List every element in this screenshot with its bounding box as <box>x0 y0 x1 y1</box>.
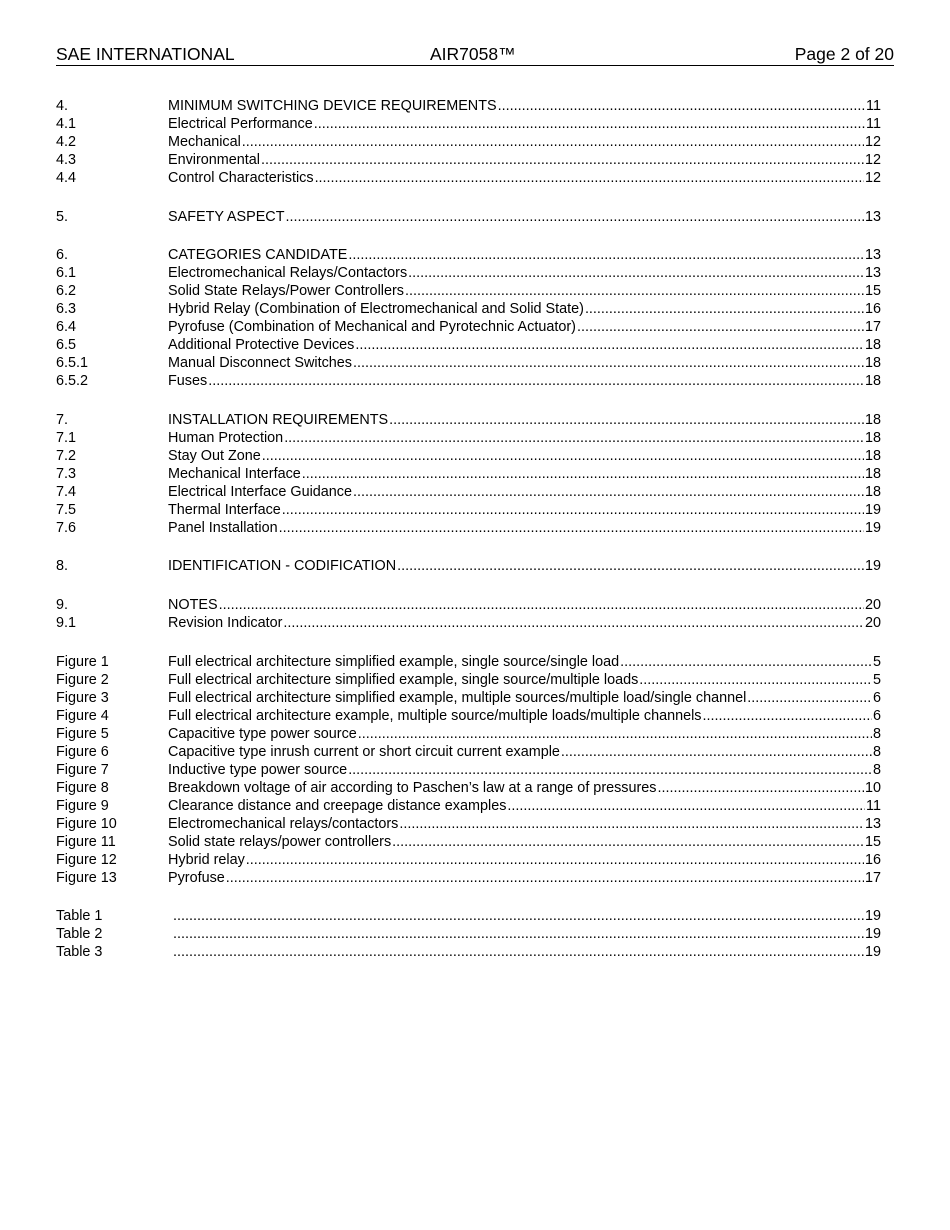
toc-entry[interactable] <box>56 354 881 372</box>
toc-entry-page: 6 <box>872 689 881 706</box>
toc-entry-number: 7.4 <box>56 483 77 500</box>
toc-entry-number: Figure 3 <box>56 689 109 706</box>
toc-entry[interactable] <box>56 907 881 925</box>
toc-entry-leader-line <box>168 246 881 264</box>
toc-entry-number: 4.4 <box>56 170 77 186</box>
toc-dot-leader <box>348 246 864 264</box>
toc-entry-number: Figure 7 <box>56 761 109 778</box>
toc-entry-title: Mechanical <box>168 134 241 150</box>
toc-entry-leader-line <box>172 943 881 961</box>
toc-entry-leader-line <box>168 411 881 429</box>
toc-entry-page: 15 <box>864 833 881 850</box>
toc-entry-title: Mechanical Interface <box>168 465 301 482</box>
toc-dot-leader <box>355 336 864 354</box>
toc-entry-leader-line <box>168 115 881 133</box>
toc-entry-number: 7.1 <box>56 429 77 446</box>
toc-entry-number: 7.2 <box>56 447 77 464</box>
toc-entry-page: 18 <box>864 337 881 354</box>
toc-entry-page: 16 <box>864 851 881 868</box>
toc-entry-title: Solid State Relays/Power Controllers <box>168 283 404 300</box>
toc-entry-page: 6 <box>872 707 881 724</box>
toc-entry-number: 4.3 <box>56 152 77 168</box>
toc-entry-number: 6.4 <box>56 319 77 336</box>
toc-entry-title: Full electrical architecture simplified example, single source/multiple loads <box>168 671 639 688</box>
toc-entry-number: Figure 6 <box>56 743 109 760</box>
toc-entry[interactable] <box>56 97 881 115</box>
toc-entry-page: 19 <box>864 519 881 536</box>
toc-entry-leader-line <box>168 483 881 501</box>
toc-dot-leader <box>226 869 864 887</box>
toc-entry-number: Figure 8 <box>56 779 109 796</box>
toc-entry[interactable] <box>56 797 881 815</box>
toc-entry-number: 6.5.2 <box>56 373 89 390</box>
toc-entry-number: Figure 5 <box>56 725 109 742</box>
toc-entry-title: Full electrical architecture example, multiple source/multiple loads/multiple channels <box>168 707 702 724</box>
toc-entry[interactable] <box>56 943 881 961</box>
toc-entry-page: 5 <box>872 671 881 688</box>
toc-dot-leader <box>507 797 865 815</box>
toc-dot-leader <box>283 614 864 632</box>
toc-entry-number: 5. <box>56 208 69 225</box>
toc-entry-number: 7.6 <box>56 519 77 536</box>
toc-entry-number: Figure 1 <box>56 653 109 670</box>
toc-entry[interactable] <box>56 318 881 336</box>
toc-dot-leader <box>315 169 864 187</box>
toc-entry-number: 9. <box>56 596 69 613</box>
page-header <box>56 44 894 66</box>
toc-entry-number: 6.1 <box>56 265 77 282</box>
toc-dot-leader <box>353 354 864 372</box>
toc-entry-page: 10 <box>864 779 881 796</box>
toc-entry-leader-line <box>172 907 881 925</box>
table-of-contents <box>56 97 881 961</box>
toc-entry-number: Figure 12 <box>56 851 117 868</box>
toc-dot-leader <box>399 815 864 833</box>
toc-entry-title: MINIMUM SWITCHING DEVICE REQUIREMENTS <box>168 98 497 114</box>
toc-entry-title: Capacitive type inrush current or short circuit current example <box>168 743 560 760</box>
toc-entry-page: 15 <box>864 283 881 300</box>
toc-entry-leader-line <box>168 797 881 815</box>
header-doc-id: AIR7058™ <box>430 44 516 64</box>
toc-entry-leader-line <box>168 372 881 390</box>
toc-entry[interactable] <box>56 264 881 282</box>
toc-entry-number: Figure 11 <box>56 833 116 850</box>
toc-entry-page: 18 <box>864 465 881 482</box>
toc-entry[interactable] <box>56 429 881 447</box>
toc-entry[interactable] <box>56 925 881 943</box>
toc-entry-title: Electromechanical relays/contactors <box>168 815 399 832</box>
toc-entry-leader-line <box>168 447 881 465</box>
toc-entry-title: Clearance distance and creepage distance examples <box>168 797 507 814</box>
toc-entry-number: 6.5 <box>56 337 77 354</box>
toc-entry[interactable] <box>56 815 881 833</box>
toc-entry-leader-line <box>168 336 881 354</box>
toc-dot-leader <box>658 779 864 797</box>
toc-dot-leader <box>242 133 864 151</box>
toc-entry[interactable] <box>56 671 881 689</box>
toc-dot-leader <box>397 557 864 575</box>
toc-entry-leader-line <box>168 465 881 483</box>
toc-entry-leader-line <box>168 300 881 318</box>
toc-group-gap <box>56 537 881 558</box>
toc-entry-title: Inductive type power source <box>168 761 348 778</box>
toc-entry-page: 13 <box>864 265 881 282</box>
toc-entry[interactable] <box>56 282 881 300</box>
toc-entry-page: 12 <box>864 134 881 150</box>
toc-entry-number: Table 2 <box>56 926 103 943</box>
toc-entry-page: 17 <box>864 869 881 886</box>
toc-entry-number: 9.1 <box>56 614 77 631</box>
toc-entry-leader-line <box>168 282 881 300</box>
toc-entry[interactable] <box>56 411 881 429</box>
toc-entry[interactable] <box>56 833 881 851</box>
toc-entry-title: Control Characteristics <box>168 170 314 186</box>
toc-group-gap <box>56 887 881 908</box>
toc-entry-title: Revision Indicator <box>168 614 283 631</box>
toc-dot-leader <box>279 519 864 537</box>
toc-dot-leader <box>173 943 864 961</box>
toc-entry-page: 18 <box>864 429 881 446</box>
toc-entry-leader-line <box>168 779 881 797</box>
toc-dot-leader <box>261 151 864 169</box>
toc-entry-title: IDENTIFICATION - CODIFICATION <box>168 558 397 575</box>
toc-entry-leader-line <box>168 707 881 725</box>
toc-entry[interactable] <box>56 689 881 707</box>
toc-entry-page: 19 <box>864 558 881 575</box>
toc-entry-page: 18 <box>864 483 881 500</box>
toc-entry-number: Table 3 <box>56 944 103 961</box>
toc-entry-title: Pyrofuse (Combination of Mechanical and Pyrotechnic Actuator) <box>168 319 576 336</box>
toc-entry-leader-line <box>168 208 881 226</box>
toc-dot-leader <box>577 318 864 336</box>
toc-entry[interactable] <box>56 133 881 151</box>
toc-dot-leader <box>747 689 872 707</box>
toc-dot-leader <box>561 743 872 761</box>
toc-dot-leader <box>262 447 864 465</box>
toc-entry-leader-line <box>172 925 881 943</box>
toc-entry-title: Electromechanical Relays/Contactors <box>168 265 408 282</box>
toc-entry-leader-line <box>168 429 881 447</box>
toc-entry-title: Full electrical architecture simplified example, multiple sources/multiple load/single channel <box>168 689 747 706</box>
toc-entry-title: Manual Disconnect Switches <box>168 355 352 372</box>
toc-entry-leader-line <box>168 851 881 869</box>
toc-entry-leader-line <box>168 614 881 632</box>
toc-entry-number: 7. <box>56 411 69 428</box>
toc-entry-page: 18 <box>864 355 881 372</box>
toc-dot-leader <box>302 465 864 483</box>
toc-dot-leader <box>314 115 865 133</box>
toc-entry-number: Figure 13 <box>56 869 117 886</box>
toc-entry-leader-line <box>168 318 881 336</box>
toc-entry[interactable] <box>56 483 881 501</box>
toc-entry[interactable] <box>56 557 881 575</box>
toc-entry[interactable] <box>56 300 881 318</box>
toc-entry[interactable] <box>56 151 881 169</box>
toc-entry-leader-line <box>168 596 881 614</box>
toc-entry-number: Figure 10 <box>56 815 117 832</box>
toc-dot-leader <box>498 97 865 115</box>
toc-dot-leader <box>405 282 864 300</box>
toc-entry[interactable] <box>56 761 881 779</box>
toc-entry[interactable] <box>56 707 881 725</box>
toc-entry-leader-line <box>168 869 881 887</box>
toc-entry-leader-line <box>168 133 881 151</box>
toc-entry-page: 18 <box>864 447 881 464</box>
toc-entry[interactable] <box>56 653 881 671</box>
toc-dot-leader <box>392 833 864 851</box>
toc-entry-leader-line <box>168 833 881 851</box>
header-page-number: Page 2 of 20 <box>794 44 894 64</box>
toc-entry-page: 20 <box>864 614 881 631</box>
toc-entry[interactable] <box>56 336 881 354</box>
toc-entry[interactable] <box>56 743 881 761</box>
toc-dot-leader <box>173 925 864 943</box>
toc-dot-leader <box>282 501 864 519</box>
toc-entry[interactable] <box>56 596 881 614</box>
toc-group-gap <box>56 226 881 247</box>
toc-entry[interactable] <box>56 519 881 537</box>
toc-entry[interactable] <box>56 115 881 133</box>
toc-entry-title: Capacitive type power source <box>168 725 357 742</box>
toc-entry-leader-line <box>168 671 881 689</box>
toc-entry-leader-line <box>168 689 881 707</box>
toc-entry-page: 8 <box>872 743 881 760</box>
toc-entry[interactable] <box>56 246 881 264</box>
toc-entry-page: 19 <box>864 926 881 943</box>
toc-dot-leader <box>208 372 864 390</box>
toc-entry-leader-line <box>168 151 881 169</box>
header-org: SAE INTERNATIONAL <box>56 44 235 64</box>
toc-entry-number: 8. <box>56 558 69 575</box>
toc-entry[interactable] <box>56 169 881 187</box>
toc-entry-leader-line <box>168 354 881 372</box>
toc-entry-title: Full electrical architecture simplified example, single source/single load <box>168 653 620 670</box>
toc-dot-leader <box>284 429 864 447</box>
toc-entry-title: Thermal Interface <box>168 501 281 518</box>
toc-dot-leader <box>703 707 872 725</box>
toc-dot-leader <box>620 653 872 671</box>
toc-entry-leader-line <box>168 169 881 187</box>
toc-entry[interactable] <box>56 725 881 743</box>
toc-entry-title: Hybrid relay <box>168 851 245 868</box>
toc-dot-leader <box>286 208 864 226</box>
toc-entry-page: 11 <box>866 116 881 132</box>
toc-group-gap <box>56 187 881 208</box>
toc-entry[interactable] <box>56 447 881 465</box>
toc-entry-number: Figure 2 <box>56 671 109 688</box>
toc-entry-title: Additional Protective Devices <box>168 337 355 354</box>
toc-entry-number: 4.2 <box>56 134 77 150</box>
toc-entry[interactable] <box>56 851 881 869</box>
toc-entry-page: 8 <box>872 761 881 778</box>
toc-entry-page: 16 <box>864 301 881 318</box>
toc-group-gap <box>56 390 881 411</box>
toc-entry-page: 19 <box>864 501 881 518</box>
toc-entry[interactable] <box>56 869 881 887</box>
toc-dot-leader <box>585 300 864 318</box>
toc-entry-leader-line <box>168 815 881 833</box>
toc-entry-leader-line <box>168 653 881 671</box>
toc-entry[interactable] <box>56 372 881 390</box>
toc-entry-page: 19 <box>864 908 881 925</box>
toc-entry-title: Electrical Interface Guidance <box>168 483 352 500</box>
toc-entry-leader-line <box>168 97 881 115</box>
toc-entry[interactable] <box>56 614 881 632</box>
toc-entry[interactable] <box>56 501 881 519</box>
toc-entry-title: Electrical Performance <box>168 116 313 132</box>
toc-entry-title: Environmental <box>168 152 260 168</box>
toc-entry-leader-line <box>168 557 881 575</box>
toc-entry-title: Panel Installation <box>168 519 278 536</box>
toc-entry-page: 20 <box>864 596 881 613</box>
toc-entry-number: 7.5 <box>56 501 77 518</box>
toc-dot-leader <box>358 725 872 743</box>
toc-entry-page: 11 <box>866 797 881 814</box>
toc-dot-leader <box>353 483 864 501</box>
toc-entry-page: 17 <box>864 319 881 336</box>
toc-entry[interactable] <box>56 779 881 797</box>
toc-dot-leader <box>348 761 872 779</box>
toc-entry-page: 19 <box>864 944 881 961</box>
toc-entry-number: 4.1 <box>56 116 77 132</box>
toc-entry-page: 12 <box>864 170 881 186</box>
toc-entry-title: Breakdown voltage of air according to Paschen’s law at a range of pressures <box>168 779 657 796</box>
toc-entry-number: Figure 4 <box>56 707 109 724</box>
toc-entry-title: Stay Out Zone <box>168 447 261 464</box>
toc-entry[interactable] <box>56 208 881 226</box>
toc-entry-title: SAFETY ASPECT <box>168 208 285 225</box>
toc-entry-title: Solid state relays/power controllers <box>168 833 392 850</box>
toc-dot-leader <box>408 264 864 282</box>
toc-entry-leader-line <box>168 519 881 537</box>
toc-entry-page: 12 <box>864 152 881 168</box>
toc-entry-leader-line <box>168 501 881 519</box>
toc-entry-number: Figure 9 <box>56 797 109 814</box>
toc-entry-number: 6. <box>56 247 69 264</box>
toc-entry-number: 6.2 <box>56 283 77 300</box>
toc-entry-leader-line <box>168 264 881 282</box>
toc-dot-leader <box>173 907 864 925</box>
toc-group-gap <box>56 575 881 596</box>
toc-entry-number: 6.3 <box>56 301 77 318</box>
toc-dot-leader <box>389 411 864 429</box>
toc-entry-title: Fuses <box>168 373 208 390</box>
toc-dot-leader <box>639 671 872 689</box>
toc-entry[interactable] <box>56 465 881 483</box>
toc-entry-leader-line <box>168 725 881 743</box>
toc-entry-number: 4. <box>56 98 69 114</box>
toc-entry-title: Pyrofuse <box>168 869 225 886</box>
toc-group-gap <box>56 632 881 653</box>
toc-dot-leader <box>246 851 864 869</box>
toc-entry-page: 11 <box>866 98 881 114</box>
toc-entry-title: Human Protection <box>168 429 284 446</box>
toc-entry-title: INSTALLATION REQUIREMENTS <box>168 411 389 428</box>
toc-entry-page: 13 <box>864 208 881 225</box>
toc-entry-title: CATEGORIES CANDIDATE <box>168 247 348 264</box>
toc-entry-title: Hybrid Relay (Combination of Electromechanical and Solid State) <box>168 301 584 318</box>
toc-entry-leader-line <box>168 761 881 779</box>
toc-entry-leader-line <box>168 743 881 761</box>
toc-entry-page: 8 <box>872 725 881 742</box>
toc-entry-page: 18 <box>864 411 881 428</box>
toc-entry-page: 13 <box>864 815 881 832</box>
toc-entry-page: 18 <box>864 373 881 390</box>
toc-entry-page: 13 <box>864 247 881 264</box>
toc-dot-leader <box>219 596 864 614</box>
toc-entry-number: Table 1 <box>56 908 103 925</box>
toc-entry-number: 7.3 <box>56 465 77 482</box>
toc-entry-page: 5 <box>872 653 881 670</box>
toc-entry-number: 6.5.1 <box>56 355 89 372</box>
toc-entry-title: NOTES <box>168 596 218 613</box>
